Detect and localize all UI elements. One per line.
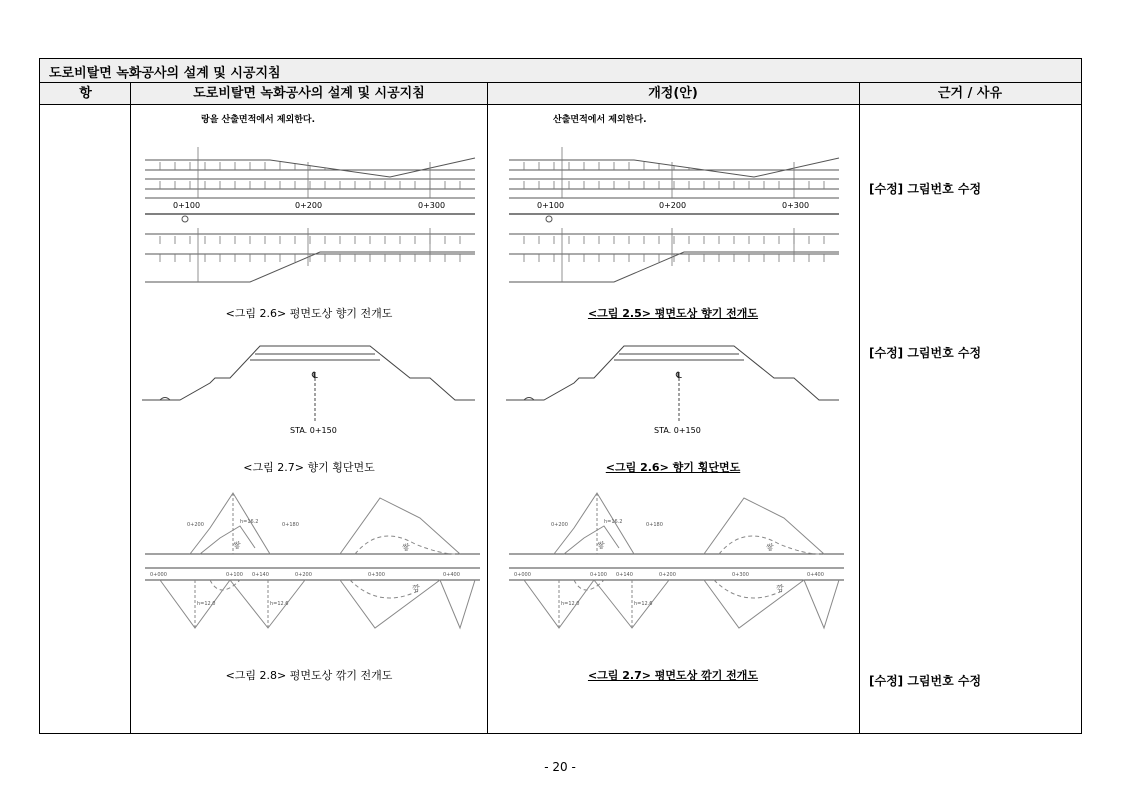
column-divider: [487, 83, 488, 734]
svg-text:h=16.2: h=16.2: [604, 519, 623, 525]
reason-note-3: [수정] 그림번호 수정: [869, 674, 982, 688]
svg-text:쌓: 쌓: [597, 541, 605, 550]
svg-text:0+000: 0+000: [150, 572, 167, 578]
header-col-original: 도로비탈면 녹화공사의 설계 및 시공지침: [131, 83, 487, 105]
svg-text:h=12.6: h=12.6: [634, 601, 653, 607]
original-fig3-caption: <그림 2.8> 평면도상 깎기 전개도: [225, 669, 393, 682]
column-divider: [859, 83, 860, 734]
svg-text:h=12.0: h=12.0: [561, 601, 580, 607]
svg-text:0+200: 0+200: [551, 522, 568, 528]
svg-text:0+200: 0+200: [659, 572, 676, 578]
original-fig2-caption: <그림 2.7> 향기 횡단면도: [243, 461, 375, 474]
column-divider: [130, 83, 131, 734]
header-col-reason: 근거 / 사유: [859, 83, 1081, 105]
revised-fig1-caption: <그림 2.5> 평면도상 향기 전개도: [587, 307, 759, 320]
svg-text:0+200: 0+200: [187, 522, 204, 528]
svg-text:0+200: 0+200: [295, 572, 312, 578]
original-plan-fill-figure: [140, 142, 480, 290]
document-title: 도로비탈면 녹화공사의 설계 및 시공지침: [39, 58, 1082, 83]
original-plan-cut-figure: [140, 488, 485, 636]
page-number: - 20 -: [544, 760, 576, 774]
station-label: 0+200: [295, 201, 323, 210]
station-label: 0+200: [659, 201, 687, 210]
revised-fig2-caption: <그림 2.6> 향기 횡단면도: [605, 461, 741, 474]
svg-text:0+300: 0+300: [732, 572, 749, 578]
svg-text:쌓: 쌓: [233, 541, 241, 550]
svg-text:0+400: 0+400: [443, 572, 460, 578]
svg-text:0+100: 0+100: [226, 572, 243, 578]
svg-text:깎: 깎: [412, 584, 420, 593]
sta-label: STA. 0+150: [654, 426, 701, 435]
svg-text:0+140: 0+140: [252, 572, 269, 578]
svg-text:0+000: 0+000: [514, 572, 531, 578]
revised-fig3-caption: <그림 2.7> 평면도상 깎기 전개도: [587, 669, 759, 682]
sta-label: STA. 0+150: [290, 426, 337, 435]
svg-text:0+180: 0+180: [646, 522, 663, 528]
svg-text:0+140: 0+140: [616, 572, 633, 578]
svg-text:0+400: 0+400: [807, 572, 824, 578]
header-col-revised: 개정(안): [487, 83, 859, 105]
centerline-mark: ℄: [676, 371, 682, 381]
revised-plan-fill-figure: [504, 142, 844, 290]
station-label: 0+100: [173, 201, 201, 210]
svg-text:쌓: 쌓: [766, 543, 774, 552]
original-fig1-caption: <그림 2.6> 평면도상 향기 전개도: [225, 307, 393, 320]
original-cross-section-figure: [140, 338, 480, 438]
revised-cross-section-figure: [504, 338, 844, 438]
revised-top-text: 산출면적에서 제외한다.: [553, 115, 647, 125]
svg-text:깎: 깎: [776, 584, 784, 593]
header-col-item: 항: [40, 83, 131, 105]
svg-text:h=12.6: h=12.6: [270, 601, 289, 607]
station-label: 0+300: [418, 201, 446, 210]
svg-text:0+300: 0+300: [368, 572, 385, 578]
original-top-text: 랑을 산출면적에서 제외한다.: [201, 115, 316, 125]
svg-text:0+180: 0+180: [282, 522, 299, 528]
reason-note-2: [수정] 그림번호 수정: [869, 346, 982, 360]
station-label: 0+100: [537, 201, 565, 210]
centerline-mark: ℄: [312, 371, 318, 381]
reason-note-1: [수정] 그림번호 수정: [869, 182, 982, 196]
svg-text:h=12.0: h=12.0: [197, 601, 216, 607]
svg-text:0+100: 0+100: [590, 572, 607, 578]
svg-text:h=16.2: h=16.2: [240, 519, 259, 525]
revised-plan-cut-figure: [504, 488, 849, 636]
station-label: 0+300: [782, 201, 810, 210]
svg-text:쌓: 쌓: [402, 543, 410, 552]
